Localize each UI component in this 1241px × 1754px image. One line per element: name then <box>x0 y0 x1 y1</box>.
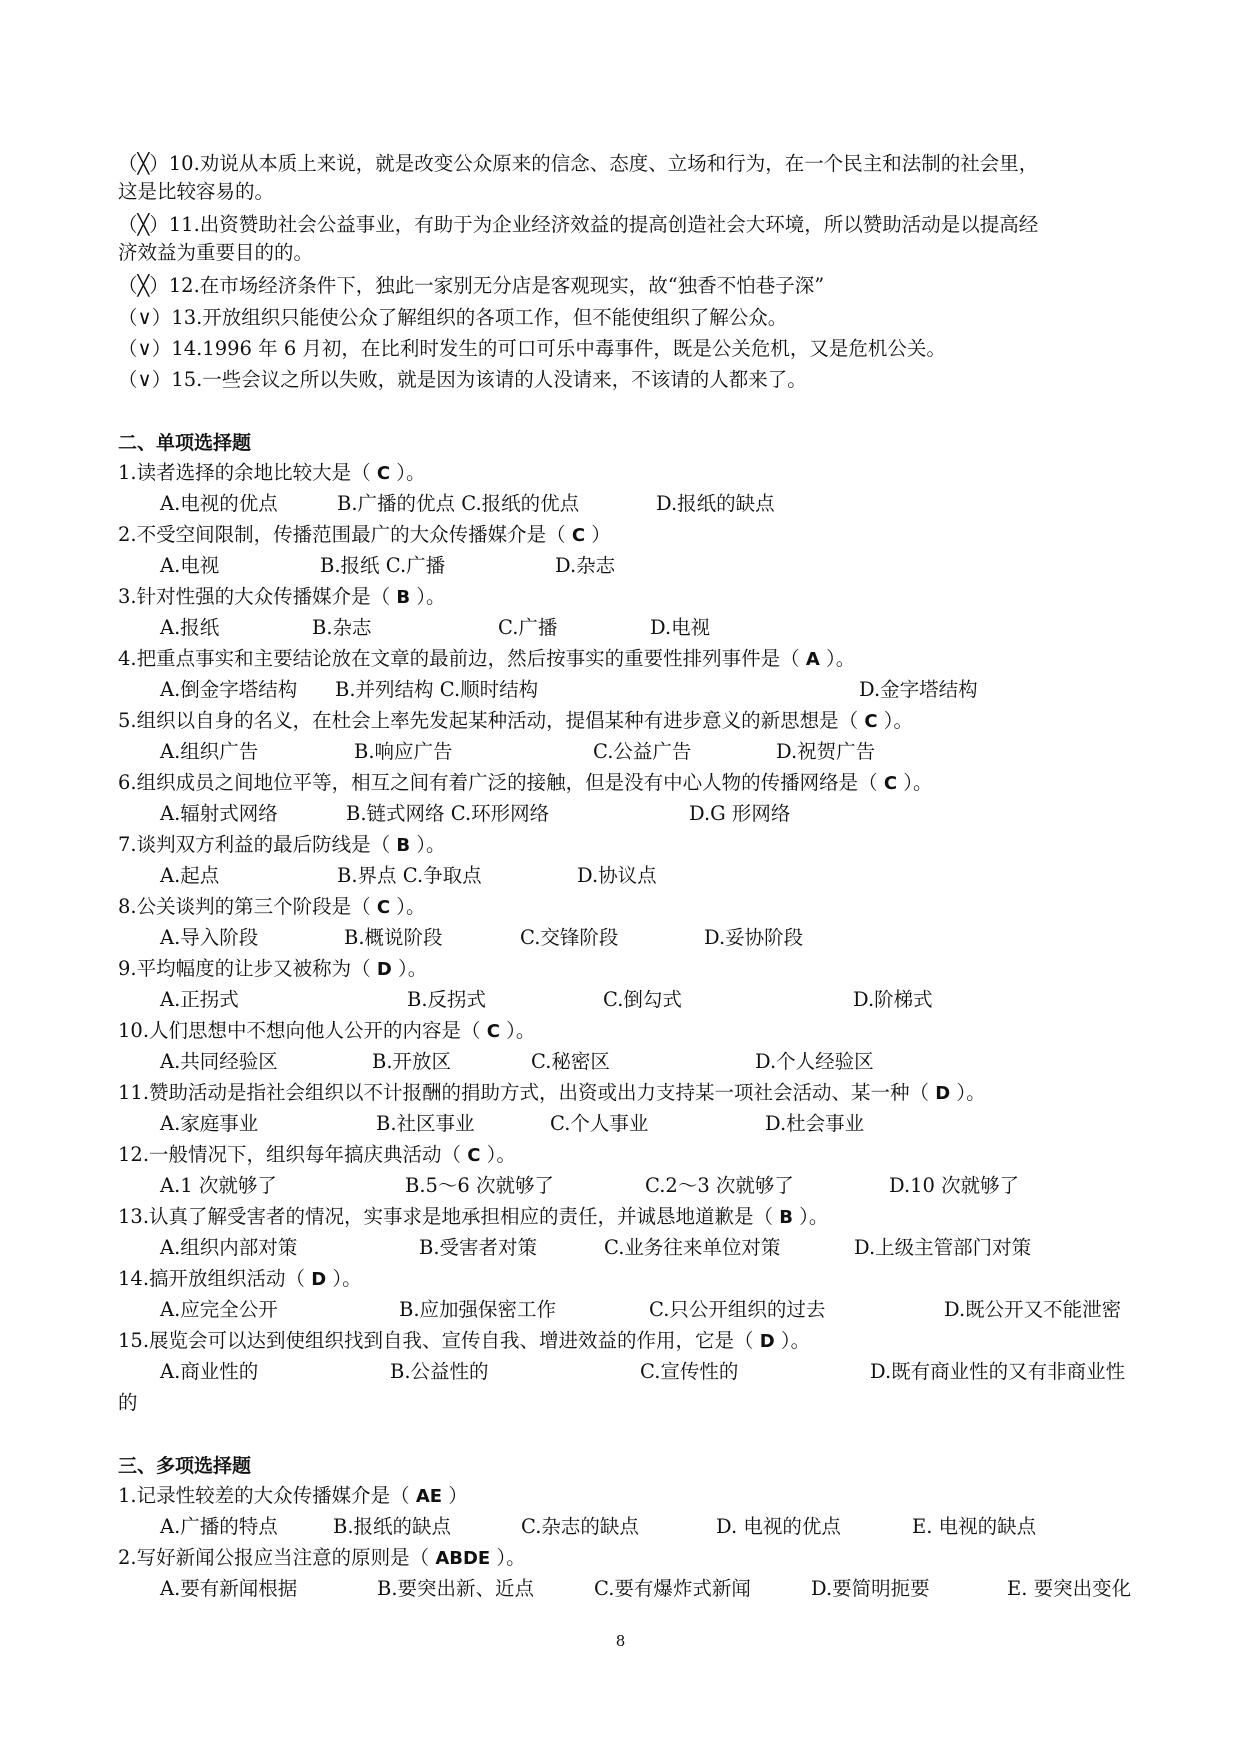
options <box>160 676 978 704</box>
option: C.宣传性的 <box>640 1360 739 1383</box>
option: A.家庭事业 <box>160 1112 259 1135</box>
answer: ABDE <box>435 1548 491 1569</box>
answer: B <box>396 835 411 856</box>
option: A.组织内部对策 <box>160 1236 298 1259</box>
option: D.金字塔结构 <box>859 678 978 701</box>
answer: D <box>376 959 392 980</box>
option: A.组织广告 <box>160 740 259 763</box>
question: 5.组织以自身的名义，在杜会上率先发起某种活动，提倡某种有进步意义的新思想是（ C ）。 <box>118 709 913 732</box>
option: B.报纸 C.广播 <box>320 554 446 577</box>
question: 1.读者选择的余地比较大是（ C ）。 <box>118 461 426 484</box>
option: A.商业性的 <box>160 1360 259 1383</box>
tf-item-14: （∨）14.1996 年 6 月初，在比利时发生的可口可乐中毒事件，既是公关危机，又是危机公关。 <box>118 337 946 360</box>
option: E. 电视的缺点 <box>912 1515 1037 1538</box>
question: 9.平均幅度的让步又被称为（ D ）。 <box>118 957 428 980</box>
question: 4.把重点事实和主要结论放在文章的最前边，然后按事实的重要性排列事件是（ A ）。 <box>118 647 856 670</box>
option: C.交锋阶段 <box>520 926 619 949</box>
tf-item-15: （∨）15.一些会议之所以失败，就是因为该请的人没请来，不该请的人都来了。 <box>118 368 807 391</box>
answer: C <box>864 711 878 732</box>
option: A.正拐式 <box>160 988 239 1011</box>
option: A.导入阶段 <box>160 926 259 949</box>
answer: A <box>805 649 820 670</box>
option-continuation: 的 <box>118 1391 138 1414</box>
option: C.要有爆炸式新闻 <box>594 1577 751 1600</box>
option: B.受害者对策 <box>419 1236 538 1259</box>
answer: B <box>396 587 411 608</box>
option: A.共同经验区 <box>160 1050 278 1073</box>
tf-item-11-cont: 济效益为重要目的的。 <box>118 241 314 264</box>
option: D.要简明扼要 <box>811 1577 930 1600</box>
section-heading: 三、多项选择题 <box>118 1455 252 1477</box>
options <box>160 490 775 518</box>
cross-mark: （╳） <box>118 213 169 236</box>
answer: C <box>376 897 391 918</box>
question: 13.认真了解受害者的情况，实事求是地承担相应的责任，并诚恳地道歉是（ B ）。 <box>118 1205 829 1228</box>
option: B.反拐式 <box>407 988 487 1011</box>
option: C.个人事业 <box>550 1112 649 1135</box>
options <box>160 614 710 642</box>
tf-item-10: （╳）10.劝说从本质上来说，就是改变公众原来的信念、态度、立场和行为，在一个民主和法制的社会里， <box>118 152 1039 175</box>
check-mark: （∨） <box>118 337 172 360</box>
option: D.报纸的缺点 <box>656 492 775 515</box>
option: B.杂志 <box>312 616 372 639</box>
options <box>160 1575 1131 1603</box>
question: 6.组织成员之间地位平等，相互之间有着广泛的接触，但是没有中心人物的传播网络是（ C ）。 <box>118 771 933 794</box>
answer: D <box>935 1083 951 1104</box>
tf-item-10-cont: 这是比较容易的。 <box>118 180 275 203</box>
answer: C <box>376 463 391 484</box>
tf-item-12: （╳）12.在市场经济条件下，独此一家别无分店是客观现实，故“独香不怕巷子深” <box>118 274 825 297</box>
options <box>160 1513 1036 1541</box>
option: C.秘密区 <box>531 1050 610 1073</box>
options <box>160 1048 874 1076</box>
option: B.链式网络 C.环形网络 <box>346 802 550 825</box>
option: D.妥协阶段 <box>704 926 804 949</box>
options <box>160 986 933 1014</box>
option: A.广播的特点 <box>160 1515 278 1538</box>
option: C.只公开组织的过去 <box>649 1298 826 1321</box>
option: D.既有商业性的又有非商业性 <box>870 1360 1126 1383</box>
options <box>160 1110 864 1138</box>
option: B.社区事业 <box>376 1112 475 1135</box>
option: B.要突出新、近点 <box>377 1577 535 1600</box>
option: C.公益广告 <box>593 740 692 763</box>
answer: C <box>467 1145 481 1166</box>
options <box>160 924 803 952</box>
question: 10.人们思想中不想向他人公开的内容是（ C ）。 <box>118 1019 536 1042</box>
options <box>160 862 657 890</box>
options <box>160 738 875 766</box>
check-mark: （∨） <box>118 306 172 329</box>
section-heading: 二、单项选择题 <box>118 432 252 454</box>
option: B.报纸的缺点 <box>333 1515 452 1538</box>
question: 8.公关谈判的第三个阶段是（ C ）。 <box>118 895 426 918</box>
question: 12.一般情况下，组织每年搞庆典活动（ C ）。 <box>118 1143 516 1166</box>
options <box>160 1296 1121 1324</box>
option: D.个人经验区 <box>755 1050 874 1073</box>
question: 2.写好新闻公报应当注意的原则是（ ABDE ）。 <box>118 1546 526 1569</box>
answer: D <box>759 1331 775 1352</box>
check-mark: （∨） <box>118 368 172 391</box>
question: 1.记录性较差的大众传播媒介是（ AE ） <box>118 1484 468 1507</box>
answer: C <box>883 773 898 794</box>
option: B.界点 C.争取点 <box>337 864 482 887</box>
option: C.倒勾式 <box>603 988 682 1011</box>
option: D.10 次就够了 <box>889 1174 1020 1197</box>
question: 15.展览会可以达到使组织找到自我、宣传自我、增进效益的作用，它是（ D ）。 <box>118 1329 811 1352</box>
option: A.1 次就够了 <box>160 1174 277 1197</box>
options <box>160 1358 1125 1386</box>
answer: B <box>779 1207 793 1228</box>
option: A.电视的优点 <box>160 492 278 515</box>
answer: D <box>311 1269 327 1290</box>
option: A.要有新闻根据 <box>160 1577 298 1600</box>
option: D.阶梯式 <box>853 988 933 1011</box>
cross-mark: （╳） <box>118 274 169 297</box>
option: B.开放区 <box>372 1050 452 1073</box>
tf-item-13: （∨）13.开放组织只能使公众了解组织的各项工作，但不能使组织了解公众。 <box>118 306 788 329</box>
option: C.杂志的缺点 <box>521 1515 639 1538</box>
option: B.概说阶段 <box>344 926 443 949</box>
options <box>160 1172 1019 1200</box>
answer: C <box>486 1021 500 1042</box>
option: A.辐射式网络 <box>160 802 278 825</box>
question: 14.搞开放组织活动（ D ）。 <box>118 1267 362 1290</box>
option: A.起点 <box>160 864 220 887</box>
option: C.2～3 次就够了 <box>645 1174 794 1197</box>
option: B.响应广告 <box>354 740 453 763</box>
question: 7.谈判双方利益的最后防线是（ B ）。 <box>118 833 446 856</box>
option: A.倒金字塔结构 <box>160 678 298 701</box>
option: D.协议点 <box>577 864 657 887</box>
option: D. 电视的优点 <box>716 1515 841 1538</box>
option: D.既公开又不能泄密 <box>944 1298 1122 1321</box>
option: A.报纸 <box>160 616 220 639</box>
tf-item-11: （╳）11.出资赞助社会公益事业，有助于为企业经济效益的提高创造社会大环境，所以赞助活动是以提高经 <box>118 213 1039 236</box>
option: A.电视 <box>160 554 220 577</box>
option: D.电视 <box>650 616 711 639</box>
answer: C <box>571 525 586 546</box>
option: B.应加强保密工作 <box>399 1298 557 1321</box>
options <box>160 552 615 580</box>
option: D.杜会事业 <box>765 1112 865 1135</box>
question: 2.不受空间限制，传播范围最广的大众传播媒介是（ C ） <box>118 523 611 546</box>
option: D.G 形网络 <box>689 802 791 825</box>
option: C.业务往来单位对策 <box>604 1236 781 1259</box>
option: A.应完全公开 <box>160 1298 278 1321</box>
answer: AE <box>415 1486 443 1507</box>
page-number: 8 <box>615 1632 626 1650</box>
options <box>160 800 790 828</box>
option: B.广播的优点 C.报纸的优点 <box>337 492 580 515</box>
option: B.公益性的 <box>390 1360 489 1383</box>
question: 11.赞助活动是指社会组织以不计报酬的捐助方式，出资或出力支持某一项社会活动、某一种（ D ）。 <box>118 1081 986 1104</box>
option: D.祝贺广告 <box>776 740 876 763</box>
question: 3.针对性强的大众传播媒介是（ B ）。 <box>118 585 446 608</box>
option: B.并列结构 C.顺时结构 <box>335 678 539 701</box>
option: C.广播 <box>498 616 558 639</box>
option: E. 要突出变化 <box>1007 1577 1132 1600</box>
options <box>160 1234 1031 1262</box>
option: B.5～6 次就够了 <box>405 1174 555 1197</box>
cross-mark: （╳） <box>118 152 169 175</box>
option: D.杂志 <box>555 554 616 577</box>
option: D.上级主管部门对策 <box>854 1236 1032 1259</box>
